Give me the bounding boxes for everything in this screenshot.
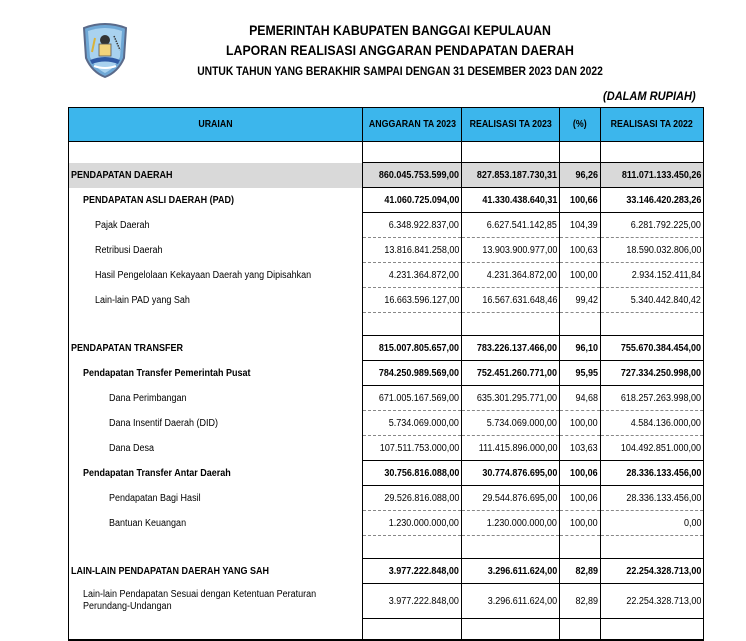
- value-anggaran-2023: 3.977.222.848,00: [388, 595, 459, 607]
- value-percent: 100,00: [570, 517, 598, 529]
- value-percent: 104,39: [570, 219, 598, 231]
- cell-realisasi-2023: [462, 213, 560, 238]
- cell-uraian: [69, 238, 363, 263]
- table-row: [69, 486, 704, 511]
- value-anggaran-2023: 30.756.816.088,00: [383, 467, 459, 479]
- regency-crest-logo: [80, 20, 130, 78]
- cell-percent: [560, 361, 601, 386]
- cell-uraian: [69, 536, 363, 559]
- value-anggaran-2023: 16.663.596.127,00: [383, 294, 459, 306]
- row-label: PENDAPATAN ASLI DAERAH (PAD): [83, 194, 235, 206]
- cell-realisasi-2023: [462, 436, 560, 461]
- cell-anggaran-2023: [363, 436, 462, 461]
- cell-uraian: [69, 486, 363, 511]
- cell-realisasi-2022: [601, 163, 704, 188]
- cell-uraian: [69, 511, 363, 536]
- cell-realisasi-2022: [601, 386, 704, 411]
- cell-realisasi-2022: [601, 559, 704, 584]
- cell-realisasi-2023: [462, 263, 560, 288]
- cell-realisasi-2022: [601, 313, 704, 336]
- table-row: [69, 238, 704, 263]
- table-row: [69, 336, 704, 361]
- row-label: PENDAPATAN TRANSFER: [71, 342, 184, 354]
- row-label: PENDAPATAN DAERAH: [71, 169, 173, 181]
- value-realisasi-2022: 755.670.384.454,00: [620, 342, 701, 354]
- value-percent: 100,66: [570, 194, 598, 206]
- value-anggaran-2023: 671.005.167.569,00: [378, 392, 459, 404]
- value-realisasi-2023: 29.544.876.695,00: [481, 492, 557, 504]
- cell-anggaran-2023: [363, 386, 462, 411]
- table-row: [69, 559, 704, 584]
- value-realisasi-2022: 22.254.328.713,00: [625, 595, 701, 607]
- cell-realisasi-2022: [601, 536, 704, 559]
- value-percent: 100,06: [570, 492, 598, 504]
- value-realisasi-2022: 2.934.152.411,84: [631, 269, 701, 281]
- cell-percent: [560, 411, 601, 436]
- value-realisasi-2022: 5.340.442.840,42: [630, 294, 701, 306]
- value-realisasi-2022: 28.336.133.456,00: [625, 467, 701, 479]
- value-realisasi-2023: 13.903.900.977,00: [481, 244, 557, 256]
- cell-percent: [560, 619, 601, 641]
- cell-realisasi-2023: [462, 584, 560, 619]
- cell-percent: [560, 263, 601, 288]
- cell-anggaran-2023: [363, 361, 462, 386]
- cell-realisasi-2023: [462, 559, 560, 584]
- cell-anggaran-2023: [363, 142, 462, 163]
- table-row: [69, 584, 704, 619]
- value-realisasi-2023: 111.415.896.000,00: [478, 442, 557, 454]
- value-realisasi-2023: 3.296.611.624,00: [487, 565, 557, 577]
- table-row: [69, 163, 704, 188]
- table-spacer-row: [69, 313, 704, 336]
- cell-percent: [560, 386, 601, 411]
- cell-realisasi-2022: [601, 436, 704, 461]
- cell-percent: [560, 461, 601, 486]
- revenue-realization-table: [68, 107, 704, 641]
- cell-anggaran-2023: [363, 559, 462, 584]
- value-realisasi-2022: 811.071.133.450,26: [621, 169, 701, 181]
- table-row: [69, 411, 704, 436]
- column-header-percent: (%): [560, 108, 601, 142]
- cell-uraian: [69, 361, 363, 386]
- cell-uraian: [69, 584, 363, 619]
- cell-realisasi-2022: [601, 213, 704, 238]
- cell-percent: [560, 313, 601, 336]
- cell-realisasi-2022: [601, 361, 704, 386]
- cell-uraian: [69, 313, 363, 336]
- cell-percent: [560, 486, 601, 511]
- cell-realisasi-2023: [462, 142, 560, 163]
- currency-unit-label: (DALAM RUPIAH): [603, 89, 696, 103]
- cell-anggaran-2023: [363, 213, 462, 238]
- cell-uraian: [69, 213, 363, 238]
- table-row: [69, 361, 704, 386]
- value-anggaran-2023: 784.250.989.569,00: [378, 367, 459, 379]
- cell-percent: [560, 238, 601, 263]
- value-anggaran-2023: 815.007.805.657,00: [378, 342, 459, 354]
- value-percent: 100,00: [570, 417, 598, 429]
- column-header-realisasi-2023: REALISASI TA 2023: [462, 108, 560, 142]
- cell-uraian: [69, 142, 363, 163]
- cell-uraian: [69, 411, 363, 436]
- cell-uraian: [69, 619, 363, 641]
- cell-uraian: [69, 436, 363, 461]
- cell-realisasi-2022: [601, 238, 704, 263]
- table-row: [69, 386, 704, 411]
- row-label: Pendapatan Transfer Pemerintah Pusat: [83, 367, 251, 379]
- cell-realisasi-2022: [601, 188, 704, 213]
- cell-anggaran-2023: [363, 336, 462, 361]
- row-label: Dana Insentif Daerah (DID): [109, 417, 219, 429]
- cell-uraian: [69, 163, 363, 188]
- row-label: Dana Perimbangan: [109, 392, 187, 404]
- cell-realisasi-2022: [601, 511, 704, 536]
- cell-anggaran-2023: [363, 486, 462, 511]
- value-percent: 99,42: [575, 294, 598, 306]
- value-percent: 95,95: [575, 367, 598, 379]
- value-realisasi-2023: 6.627.541.142,85: [486, 219, 557, 231]
- value-realisasi-2022: 104.492.851.000,00: [620, 442, 701, 454]
- government-title: PEMERINTAH KABUPATEN BANGGAI KEPULAUAN: [249, 22, 551, 38]
- cell-realisasi-2023: [462, 461, 560, 486]
- cell-realisasi-2023: [462, 511, 560, 536]
- cell-realisasi-2022: [601, 619, 704, 641]
- table-row: [69, 188, 704, 213]
- value-realisasi-2023: 41.330.438.640,31: [481, 194, 557, 206]
- value-realisasi-2023: 5.734.069.000,00: [486, 417, 557, 429]
- value-realisasi-2023: 783.226.137.466,00: [476, 342, 557, 354]
- cell-realisasi-2023: [462, 238, 560, 263]
- value-realisasi-2023: 16.567.631.648,46: [481, 294, 557, 306]
- value-anggaran-2023: 1.230.000.000,00: [388, 517, 459, 529]
- value-percent: 96,10: [575, 342, 598, 354]
- cell-realisasi-2023: [462, 619, 560, 641]
- cell-uraian: [69, 386, 363, 411]
- table-spacer-row: [69, 536, 704, 559]
- cell-percent: [560, 511, 601, 536]
- value-anggaran-2023: 3.977.222.848,00: [388, 565, 459, 577]
- cell-anggaran-2023: [363, 536, 462, 559]
- cell-uraian: [69, 288, 363, 313]
- table-row: [69, 461, 704, 486]
- cell-anggaran-2023: [363, 288, 462, 313]
- value-realisasi-2023: 4.231.364.872,00: [486, 269, 557, 281]
- value-anggaran-2023: 29.526.816.088,00: [383, 492, 459, 504]
- value-percent: 82,89: [575, 595, 598, 607]
- cell-realisasi-2023: [462, 411, 560, 436]
- cell-anggaran-2023: [363, 238, 462, 263]
- column-header-anggaran-2023: ANGGARAN TA 2023: [363, 108, 462, 142]
- value-realisasi-2022: 18.590.032.806,00: [625, 244, 701, 256]
- value-percent: 82,89: [575, 565, 598, 577]
- value-percent: 103,63: [570, 442, 598, 454]
- cell-percent: [560, 584, 601, 619]
- cell-realisasi-2023: [462, 336, 560, 361]
- cell-anggaran-2023: [363, 584, 462, 619]
- cell-anggaran-2023: [363, 411, 462, 436]
- table-row: [69, 288, 704, 313]
- report-header: [150, 20, 650, 81]
- cell-uraian: [69, 559, 363, 584]
- cell-percent: [560, 213, 601, 238]
- value-realisasi-2023: 1.230.000.000,00: [486, 517, 557, 529]
- cell-realisasi-2023: [462, 188, 560, 213]
- table-row: [69, 213, 704, 238]
- table-header-row: [69, 108, 704, 142]
- row-label: Lain-lain PAD yang Sah: [95, 294, 190, 306]
- cell-realisasi-2022: [601, 584, 704, 619]
- cell-uraian: [69, 336, 363, 361]
- cell-realisasi-2022: [601, 288, 704, 313]
- cell-realisasi-2023: [462, 288, 560, 313]
- cell-uraian: [69, 461, 363, 486]
- row-label: Pendapatan Transfer Antar Daerah: [83, 467, 231, 479]
- row-label: Hasil Pengelolaan Kekayaan Daerah yang Dipisahkan: [95, 269, 312, 281]
- cell-percent: [560, 436, 601, 461]
- value-realisasi-2023: 752.451.260.771,00: [476, 367, 557, 379]
- cell-realisasi-2022: [601, 461, 704, 486]
- cell-realisasi-2023: [462, 313, 560, 336]
- row-label: LAIN-LAIN PENDAPATAN DAERAH YANG SAH: [71, 565, 270, 577]
- cell-percent: [560, 163, 601, 188]
- value-anggaran-2023: 107.511.753.000,00: [379, 442, 459, 454]
- row-label: Pajak Daerah: [95, 219, 150, 231]
- value-realisasi-2022: 0,00: [683, 517, 701, 529]
- report-title: LAPORAN REALISASI ANGGARAN PENDAPATAN DAERAH: [226, 42, 574, 58]
- table-row: [69, 511, 704, 536]
- value-realisasi-2022: 28.336.133.456,00: [625, 492, 701, 504]
- cell-anggaran-2023: [363, 511, 462, 536]
- cell-anggaran-2023: [363, 619, 462, 641]
- row-label: Retribusi Daerah: [95, 244, 163, 256]
- value-realisasi-2023: 3.296.611.624,00: [487, 595, 557, 607]
- value-anggaran-2023: 13.816.841.258,00: [383, 244, 459, 256]
- value-anggaran-2023: 5.734.069.000,00: [388, 417, 459, 429]
- value-percent: 94,68: [575, 392, 598, 404]
- value-anggaran-2023: 6.348.922.837,00: [388, 219, 459, 231]
- table-spacer-row: [69, 619, 704, 641]
- cell-realisasi-2022: [601, 263, 704, 288]
- cell-uraian: [69, 263, 363, 288]
- row-label: Pendapatan Bagi Hasil: [109, 492, 201, 504]
- value-percent: 100,63: [570, 244, 598, 256]
- row-label: Bantuan Keuangan: [109, 517, 187, 529]
- cell-realisasi-2023: [462, 486, 560, 511]
- cell-anggaran-2023: [363, 188, 462, 213]
- value-anggaran-2023: 41.060.725.094,00: [383, 194, 459, 206]
- table-row: [69, 436, 704, 461]
- value-realisasi-2022: 727.334.250.998,00: [620, 367, 701, 379]
- value-anggaran-2023: 4.231.364.872,00: [388, 269, 459, 281]
- value-percent: 100,00: [570, 269, 598, 281]
- value-realisasi-2022: 4.584.136.000,00: [630, 417, 701, 429]
- cell-realisasi-2023: [462, 361, 560, 386]
- cell-uraian: [69, 188, 363, 213]
- row-label: Dana Desa: [109, 442, 155, 454]
- cell-realisasi-2023: [462, 163, 560, 188]
- column-header-uraian: URAIAN: [69, 108, 363, 142]
- cell-realisasi-2023: [462, 386, 560, 411]
- cell-realisasi-2022: [601, 411, 704, 436]
- cell-percent: [560, 536, 601, 559]
- table-row: [69, 263, 704, 288]
- cell-anggaran-2023: [363, 263, 462, 288]
- column-header-realisasi-2022: REALISASI TA 2022: [601, 108, 704, 142]
- value-percent: 100,06: [570, 467, 598, 479]
- cell-realisasi-2022: [601, 142, 704, 163]
- value-percent: 96,26: [575, 169, 598, 181]
- cell-percent: [560, 288, 601, 313]
- cell-realisasi-2022: [601, 486, 704, 511]
- cell-percent: [560, 559, 601, 584]
- report-period: UNTUK TAHUN YANG BERAKHIR SAMPAI DENGAN 31 DESEMBER 2023 DAN 2022: [197, 64, 603, 78]
- cell-anggaran-2023: [363, 461, 462, 486]
- value-realisasi-2022: 6.281.792.225,00: [630, 219, 701, 231]
- value-realisasi-2023: 827.853.187.730,31: [476, 169, 557, 181]
- cell-realisasi-2023: [462, 536, 560, 559]
- cell-anggaran-2023: [363, 163, 462, 188]
- table-spacer-row: [69, 142, 704, 163]
- value-realisasi-2023: 30.774.876.695,00: [481, 467, 557, 479]
- cell-percent: [560, 188, 601, 213]
- cell-percent: [560, 336, 601, 361]
- value-realisasi-2022: 618.257.263.998,00: [620, 392, 701, 404]
- row-label: Lain-lain Pendapatan Sesuai dengan Ketentuan Peraturan Perundang-Undangan: [83, 589, 317, 612]
- value-realisasi-2022: 22.254.328.713,00: [625, 565, 701, 577]
- value-realisasi-2022: 33.146.420.283,26: [625, 194, 701, 206]
- value-anggaran-2023: 860.045.753.599,00: [378, 169, 459, 181]
- value-realisasi-2023: 635.301.295.771,00: [476, 392, 557, 404]
- cell-percent: [560, 142, 601, 163]
- cell-realisasi-2022: [601, 336, 704, 361]
- cell-anggaran-2023: [363, 313, 462, 336]
